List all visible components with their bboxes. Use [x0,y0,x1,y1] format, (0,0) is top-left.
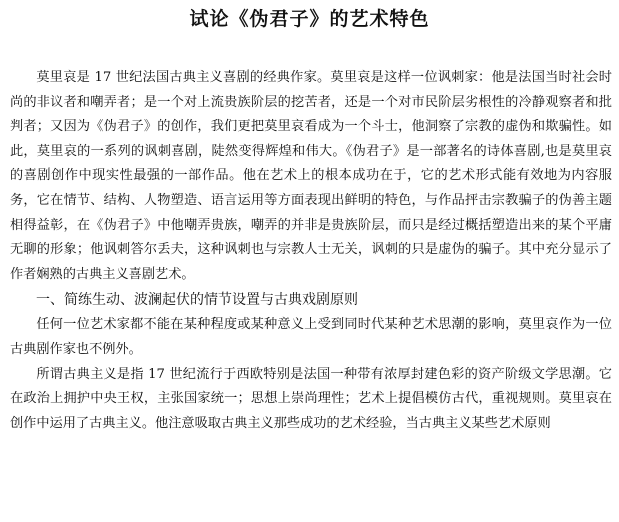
document-body [10,66,612,436]
document-title: 试论《伪君子》的艺术特色 [189,8,430,30]
section-paragraph-1: 任何一位艺术家都不能在某种程度或某种意义上受到同时代某种艺术思潮的影响，莫里哀作为一位古典剧作家也不例外。 [10,317,612,357]
section-heading: 一、简练生动、波澜起伏的情节设置与古典戏剧原则 [36,292,358,309]
section-paragraph-2: 所谓古典主义是指 17 世纪流行于西欧特别是法国一种带有浓厚封建色彩的资产阶级文学思潮。它在政治上拥护中央王权，主张国家统一；思想上崇尚理性；艺术上提倡模仿古代，重视规则。莫里哀在创作中运用了古典主义。他注意吸取古典主义那些成功的艺术经验，当古典主义某些艺术原则 [10,366,612,431]
intro-paragraph: 莫里哀是 17 世纪法国古典主义喜剧的经典作家。莫里哀是这样一位讽刺家：他是法国当时社会时尚的非议者和嘲弄者；是一个对上流贵族阶层的挖苦者，还是一个对市民阶层劣根性的冷静观察者和批判者；又因为《伪君子》的创作，我们更把莫里哀看成为一个斗士，他洞察了宗教的虚伪和欺骗性。如此，莫里哀的一系列的讽刺喜剧，陡然变得辉煌和伟大。《伪君子》是一部著名的诗体喜剧,也是莫里哀的喜剧创作中现实性最强的一部作品。他在艺术上的根本成功在于，它的艺术形式能有效地为内容服务，它在情节、结构、人物塑造、语言运用等方面表现出鲜明的特色，与作品抨击宗教骗子的伪善主题相得益彰，在《伪君子》中他嘲弄贵族，嘲弄的并非是贵族阶层，而只是经过概括塑造出来的某个平庸无聊的形象；他讽刺答尔丢夫，这种讽刺也与宗教人士无关，讽刺的只是虚伪的骗子。其中充分显示了作者娴熟的古典主义喜剧艺术。 [10,70,612,282]
